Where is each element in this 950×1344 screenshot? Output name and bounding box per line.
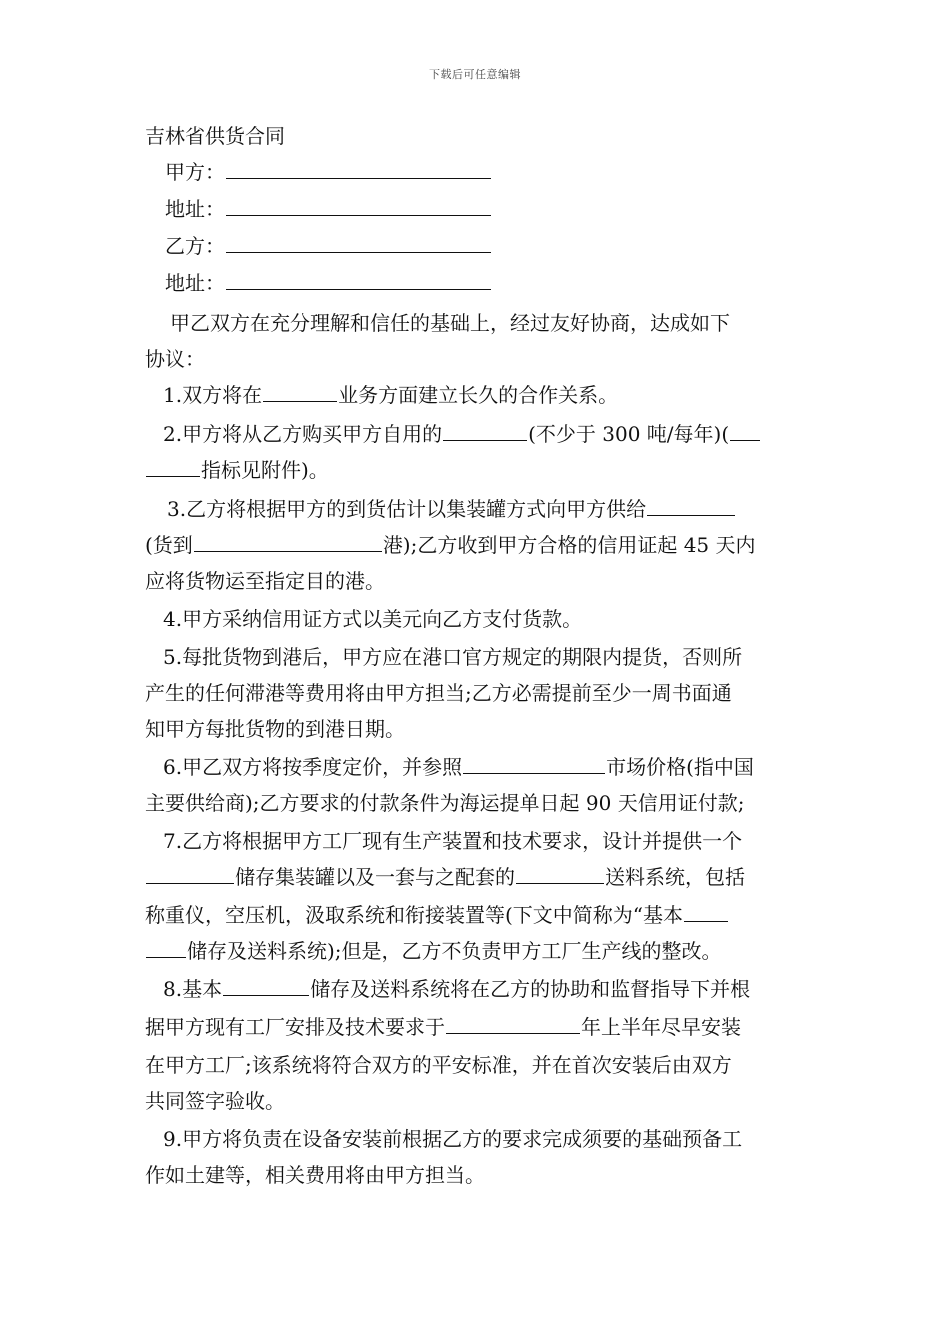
clause-2-text-b: (不少于 300 吨/每年)( [528, 422, 730, 446]
clause-6-text-b: 市场价格(指中国 [606, 755, 754, 779]
party-b-address-blank[interactable] [226, 267, 491, 290]
clause-1-text-b: 业务方面建立长久的合作关系。 [338, 383, 619, 407]
clause-3-blank-2[interactable] [194, 529, 382, 552]
party-a-address-row [165, 191, 830, 227]
clause-6-text-a: 6.甲乙双方将按季度定价，并参照 [163, 755, 463, 779]
clause-2-blank-2[interactable] [730, 418, 760, 441]
clause-6-line-2: 主要供给商);乙方要求的付款条件为海运提单日起 90 天信用证付款; [145, 791, 745, 815]
clause-8-line-2 [145, 1009, 810, 1045]
party-b-address-row [165, 265, 830, 301]
clause-5-line-1: 5.每批货物到港后，甲方应在港口官方规定的期限内提货，否则所 [163, 645, 743, 669]
party-a-address-blank[interactable] [226, 193, 491, 216]
clause-7-text-c: 送料系统，包括 [605, 865, 745, 889]
party-b-row [165, 228, 830, 264]
clause-8-text-d: 年上半年尽早安装 [581, 1015, 741, 1039]
clause-9-line-1: 9.甲方将负责在设备安装前根据乙方的要求完成须要的基础预备工 [163, 1127, 743, 1151]
clause-1-blank[interactable] [263, 379, 337, 402]
clause-8-text-a: 8.基本 [163, 977, 223, 1001]
clause-7-line-3 [145, 897, 810, 933]
clause-9-line-2: 作如土建等，相关费用将由甲方担当。 [145, 1163, 485, 1187]
intro-line-1: 甲乙双方在充分理解和信任的基础上，经过友好协商，达成如下 [170, 311, 730, 335]
clause-7-blank-3[interactable] [684, 899, 728, 922]
page-header-note: 下载后可任意编辑 [429, 68, 521, 81]
party-a-blank[interactable] [226, 156, 491, 179]
party-b-label: 乙方： [165, 234, 225, 258]
party-a-address-label: 地址： [165, 197, 225, 221]
clause-3-blank-1[interactable] [647, 493, 735, 516]
clause-3-line-3: 应将货物运至指定目的港。 [145, 569, 385, 593]
clause-3-line-2 [145, 527, 810, 563]
clause-8-line-1 [163, 971, 828, 1007]
clause-7-text-e: 储存及送料系统);但是，乙方不负责甲方工厂生产线的整改。 [187, 939, 722, 963]
clause-5-line-2: 产生的任何滞港等费用将由甲方担当;乙方必需提前至少一周书面通 [145, 681, 732, 705]
party-b-address-label: 地址： [165, 271, 225, 295]
clause-7-blank-2[interactable] [516, 861, 604, 884]
clause-3-text-b: (货到 [145, 533, 193, 557]
clause-2-text-a: 2.甲方将从乙方购买甲方自用的 [163, 422, 443, 446]
clause-3-text-a: 3.乙方将根据甲方的到货估计以集装罐方式向甲方供给 [167, 497, 647, 521]
clause-7-line-2 [145, 859, 810, 895]
clause-8-text-c: 据甲方现有工厂安排及技术要求于 [145, 1015, 445, 1039]
clause-7-line-1: 7.乙方将根据甲方工厂现有生产装置和技术要求，设计并提供一个 [163, 829, 743, 853]
clause-4: 4.甲方采纳信用证方式以美元向乙方支付货款。 [163, 607, 583, 631]
clause-6-line-1 [163, 749, 828, 785]
clause-8-line-3: 在甲方工厂;该系统将符合双方的平安标准，并在首次安装后由双方 [145, 1053, 732, 1077]
clause-2-blank-1[interactable] [443, 418, 527, 441]
clause-8-blank-1[interactable] [223, 973, 309, 996]
clause-2-line-2 [145, 452, 810, 488]
party-b-blank[interactable] [226, 230, 491, 253]
clause-7-text-d: 称重仪，空压机，汲取系统和衔接装置等(下文中简称为“基本 [145, 903, 684, 927]
clause-3-text-c: 港);乙方收到甲方合格的信用证起 45 天内 [382, 533, 756, 557]
clause-8-blank-2[interactable] [446, 1011, 580, 1034]
clause-5-line-3: 知甲方每批货物的到港日期。 [145, 717, 405, 741]
clause-7-blank-4[interactable] [146, 935, 186, 958]
clause-7-text-b: 储存集装罐以及一套与之配套的 [235, 865, 515, 889]
party-a-label: 甲方： [165, 160, 225, 184]
clause-2-text-c: 指标见附件)。 [201, 458, 329, 482]
clause-3-line-1 [167, 491, 832, 527]
clause-6-blank[interactable] [463, 751, 605, 774]
clause-1 [163, 377, 828, 413]
clause-1-text-a: 1.双方将在 [163, 383, 263, 407]
contract-title: 吉林省供货合同 [145, 124, 285, 148]
party-a-row [165, 154, 830, 190]
clause-2-blank-3[interactable] [146, 454, 200, 477]
clause-8-text-b: 储存及送料系统将在乙方的协助和监督指导下并根 [310, 977, 751, 1001]
intro-line-2: 协议： [145, 347, 205, 371]
clause-7-blank-1[interactable] [146, 861, 234, 884]
clause-7-line-4 [145, 933, 810, 969]
clause-8-line-4: 共同签字验收。 [145, 1089, 285, 1113]
clause-2-line-1 [163, 416, 828, 452]
